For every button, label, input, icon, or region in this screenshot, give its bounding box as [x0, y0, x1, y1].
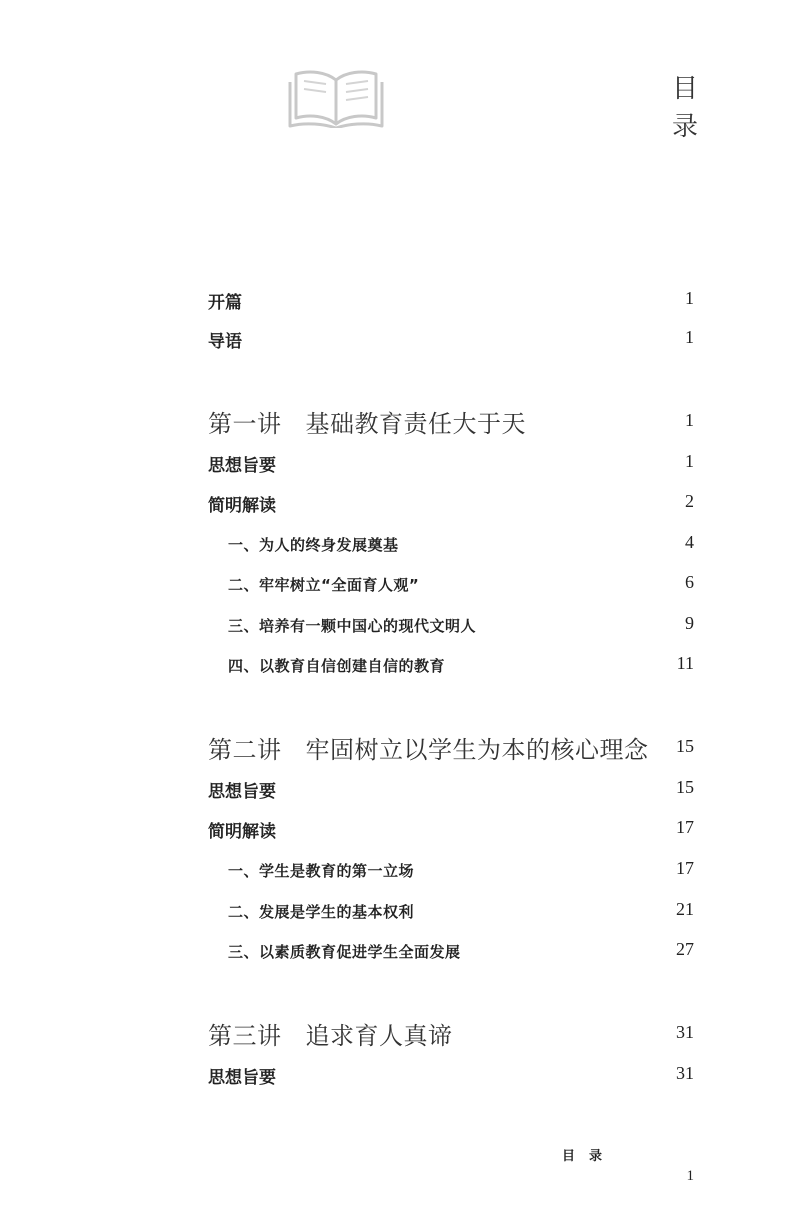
toc-page-number: 1 — [685, 410, 694, 430]
toc-page-number: 31 — [676, 1022, 694, 1042]
toc-page-number: 9 — [685, 613, 694, 633]
toc-entry-lecture-3[interactable] — [0, 1020, 800, 1050]
toc-entry-lecture-1[interactable] — [0, 408, 800, 438]
toc-entry-subsection[interactable] — [0, 856, 800, 886]
toc-entry-opening[interactable] — [0, 286, 800, 316]
toc-page-number: 11 — [676, 653, 694, 673]
toc-label: 二、发展是学生的基本权利 — [228, 903, 415, 921]
toc-page-number: 17 — [676, 858, 694, 878]
toc-page-number: 1 — [685, 451, 694, 471]
open-book-icon — [286, 66, 386, 128]
toc-entry-subsection[interactable] — [0, 530, 800, 560]
toc-page-number: 17 — [676, 817, 694, 837]
lecture-number: 第三讲 — [208, 1022, 282, 1050]
toc-entry-reading[interactable] — [0, 489, 800, 519]
toc-label: 四、以教育自信创建自信的教育 — [228, 657, 446, 675]
toc-page-number: 4 — [685, 532, 694, 552]
toc-page-number: 31 — [676, 1063, 694, 1083]
toc-label: 二、牢牢树立“全面育人观” — [228, 576, 420, 594]
toc-page-number: 6 — [685, 572, 694, 592]
toc-entry-reading[interactable] — [0, 815, 800, 845]
toc-label: 导语 — [208, 332, 242, 352]
toc-entry-subsection[interactable] — [0, 570, 800, 600]
toc-label: 一、为人的终身发展奠基 — [228, 536, 399, 554]
toc-page-number: 1 — [685, 327, 694, 347]
toc-page-number: 27 — [676, 939, 694, 959]
footer-page-number: 1 — [686, 1168, 694, 1184]
lecture-heading — [208, 404, 526, 439]
lecture-number: 第二讲 — [208, 736, 282, 764]
toc-label: 三、以素质教育促进学生全面发展 — [228, 943, 461, 961]
toc-label: 思想旨要 — [208, 782, 276, 802]
lecture-title: 追求育人真谛 — [305, 1022, 453, 1050]
toc-page-number: 2 — [685, 491, 694, 511]
title-char-2: 录 — [671, 112, 698, 142]
lecture-title: 牢固树立以学生为本的核心理念 — [305, 736, 649, 764]
toc-page-number: 15 — [676, 736, 694, 756]
toc-entry-gist[interactable] — [0, 775, 800, 805]
toc-label: 简明解读 — [208, 822, 276, 842]
toc-label: 三、培养有一颗中国心的现代文明人 — [228, 617, 477, 635]
toc-label: 一、学生是教育的第一立场 — [228, 862, 415, 880]
toc-entry-subsection[interactable] — [0, 611, 800, 641]
toc-page-number: 1 — [685, 288, 694, 308]
toc-label: 简明解读 — [208, 496, 276, 516]
page-title — [671, 70, 699, 146]
title-char-1: 目 — [671, 74, 698, 104]
toc-entry-lecture-2[interactable] — [0, 734, 800, 764]
lecture-heading — [208, 1016, 453, 1051]
toc-entry-gist[interactable] — [0, 449, 800, 479]
lecture-number: 第一讲 — [208, 410, 282, 438]
running-footer-title: 目录 — [562, 1149, 617, 1164]
toc-entry-subsection[interactable] — [0, 651, 800, 681]
toc-entry-guide[interactable] — [0, 325, 800, 355]
toc-label: 思想旨要 — [208, 1068, 276, 1088]
toc-label: 开篇 — [208, 293, 242, 313]
toc-page-number: 15 — [676, 777, 694, 797]
toc-entry-subsection[interactable] — [0, 897, 800, 927]
lecture-heading — [208, 730, 649, 765]
toc-label: 思想旨要 — [208, 456, 276, 476]
toc-page-number: 21 — [676, 899, 694, 919]
toc-entry-subsection[interactable] — [0, 937, 800, 967]
toc-entry-gist[interactable] — [0, 1061, 800, 1091]
lecture-title: 基础教育责任大于天 — [305, 410, 526, 438]
